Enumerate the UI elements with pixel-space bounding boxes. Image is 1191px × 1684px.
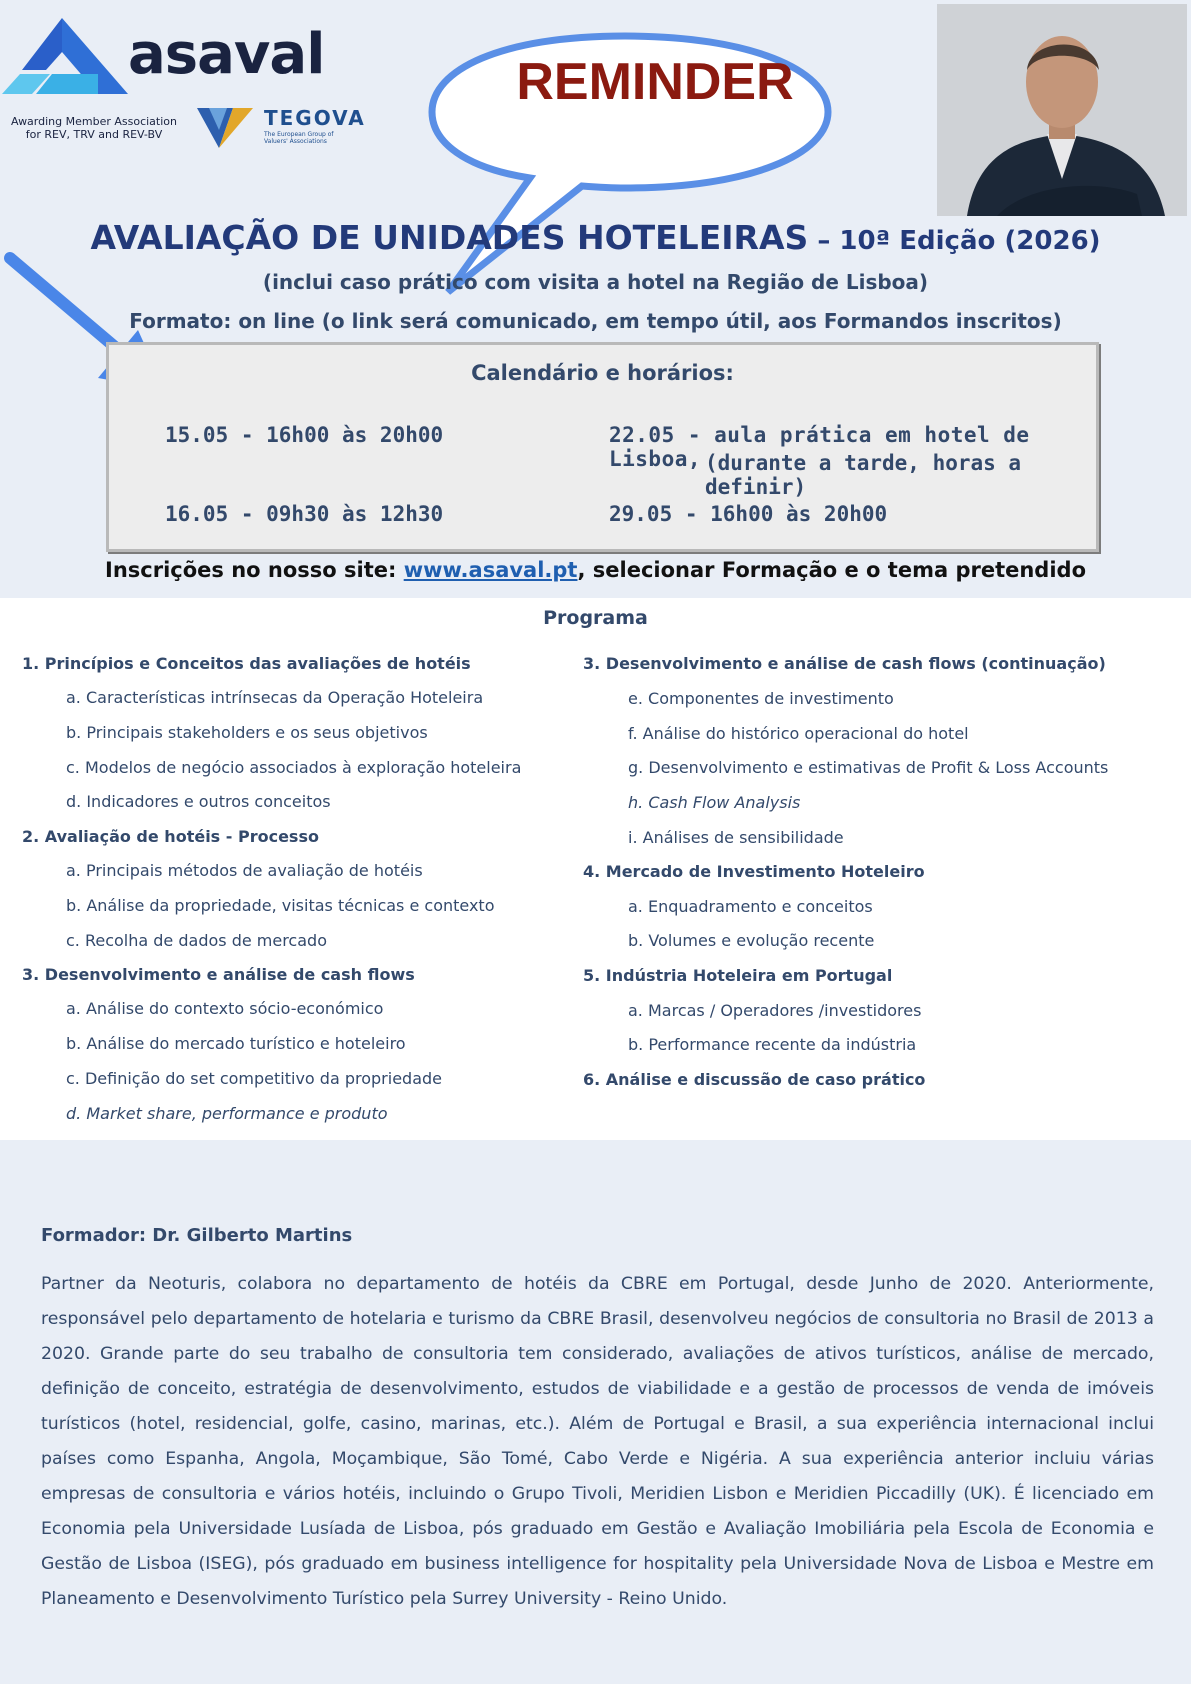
calendar-session-2: 16.05 - 09h30 às 12h30 <box>165 502 444 526</box>
reminder-text: REMINDER <box>516 53 794 111</box>
course-title-main: AVALIAÇÃO DE UNIDADES HOTELEIRAS <box>90 218 809 257</box>
calendar-title: Calendário e horários: <box>471 361 734 385</box>
program-item: a. Principais métodos de avaliação de hotéis <box>66 861 423 880</box>
program-item: g. Desenvolvimento e estimativas de Profit & Loss Accounts <box>628 758 1109 777</box>
program-item: a. Marcas / Operadores /investidores <box>628 1001 922 1020</box>
asaval-wordmark: asaval <box>128 22 325 87</box>
course-title <box>0 218 1191 257</box>
course-subtitle: (inclui caso prático com visita a hotel na Região de Lisboa) <box>262 270 929 294</box>
programa-heading: Programa <box>543 607 648 629</box>
person-silhouette-icon <box>937 4 1187 216</box>
program-item: c. Modelos de negócio associados à exploração hoteleira <box>66 758 522 777</box>
program-item: b. Principais stakeholders e os seus objetivos <box>66 723 428 742</box>
program-item: a. Enquadramento e conceitos <box>628 897 873 916</box>
course-edition: – 10ª Edição (2026) <box>808 226 1101 256</box>
calendar-session-3: 22.05 - aula prática em hotel de Lisboa, <box>609 423 1030 471</box>
program-item: c. Recolha de dados de mercado <box>66 931 327 950</box>
program-item: 1. Princípios e Conceitos das avaliações de hotéis <box>22 654 471 673</box>
trainer-name: Formador: Dr. Gilberto Martins <box>41 1225 353 1246</box>
calendar-session-4: 29.05 - 16h00 às 20h00 <box>609 502 888 526</box>
program-item: d. Indicadores e outros conceitos <box>66 792 331 811</box>
program-item: a. Análise do contexto sócio-económico <box>66 999 384 1018</box>
course-format: Formato: on line (o link será comunicado, em tempo útil, aos Formandos inscritos) <box>129 309 1062 333</box>
program-item: 3. Desenvolvimento e análise de cash flows <box>22 965 415 984</box>
calendar-session-3-note: (durante a tarde, horas a definir) <box>705 451 1022 499</box>
tegova-name: TEGOVA <box>264 106 366 130</box>
program-item: h. Cash Flow Analysis <box>628 793 801 812</box>
program-item: b. Análise da propriedade, visitas técnicas e contexto <box>66 896 495 915</box>
registration-prefix: Inscrições no nosso site: <box>105 558 404 582</box>
program-item: b. Volumes e evolução recente <box>628 931 875 950</box>
program-item: d. Market share, performance e produto <box>66 1104 388 1123</box>
program-item: f. Análise do histórico operacional do hotel <box>628 724 969 743</box>
program-item: b. Análise do mercado turístico e hoteleiro <box>66 1034 406 1053</box>
program-item: 5. Indústria Hoteleira em Portugal <box>583 966 893 985</box>
calendar-box <box>106 342 1099 552</box>
awarding-text <box>4 115 184 141</box>
program-item: 3. Desenvolvimento e análise de cash flows (continuação) <box>583 654 1106 673</box>
trainer-photo <box>937 4 1187 216</box>
awarding-line-1: Awarding Member Association <box>10 115 177 128</box>
program-item: 2. Avaliação de hotéis - Processo <box>22 827 319 846</box>
program-item: e. Componentes de investimento <box>628 689 894 708</box>
awarding-line-2: for REV, TRV and REV-BV <box>25 128 163 141</box>
trainer-bio: Partner da Neoturis, colabora no departamento de hotéis da CBRE em Portugal, desde Junho de 2020. Anteriormente, responsável pelo departamento de hotelaria e turismo da CBRE Brasil, desenvolveu negócios de consultoria no Brasil de 2013 a 2020. Grande parte do seu trabalho de consultoria tem considerado, avaliações de ativos turísticos, análise de mercado, definição de conceito, estratégia de desenvolvimento, estudos de viabilidade e a gestão de processos de venda de imóveis turísticos (hotel, residencial, golfe, casino, marinas, etc.). Além de Portugal e Brasil, a sua experiência internacional inclui países como Espanha, Angola, Moçambique, São Tomé, Cabo Verde e Nigéria. A sua experiência anterior incluiu várias empresas de consultoria e vários hotéis, incluindo o Grupo Tivoli, Meridien Lisbon e Meridien Piccadilly (UK). É licenciado em Economia pela Universidade Lusíada de Lisboa, pós graduado em Gestão e Avaliação Imobiliária pela Escola de Economia e Gestão de Lisboa (ISEG), pós graduado em business intelligence for hospitality pela Universidade Nova de Lisboa e Mestre em Planeamento e Desenvolvimento Turístico pela Surrey University - Reino Unido. <box>41 1274 1154 1609</box>
program-item: b. Performance recente da indústria <box>628 1035 917 1054</box>
program-item: 6. Análise e discussão de caso prático <box>583 1070 926 1089</box>
calendar-session-1: 15.05 - 16h00 às 20h00 <box>165 423 444 447</box>
program-item: c. Definição do set competitivo da propriedade <box>66 1069 442 1088</box>
tegova-logo-icon <box>197 108 253 148</box>
website-link[interactable]: www.asaval.pt <box>403 558 578 582</box>
registration-line <box>0 558 1191 582</box>
asaval-logo-icon <box>2 16 128 96</box>
program-item: i. Análises de sensibilidade <box>628 828 844 847</box>
registration-suffix: , selecionar Formação e o tema pretendido <box>577 558 1086 582</box>
program-item: a. Características intrínsecas da Operação Hoteleira <box>66 688 484 707</box>
tegova-subtitle: The European Group of Valuers' Associations <box>264 131 334 145</box>
program-item: 4. Mercado de Investimento Hoteleiro <box>583 862 925 881</box>
